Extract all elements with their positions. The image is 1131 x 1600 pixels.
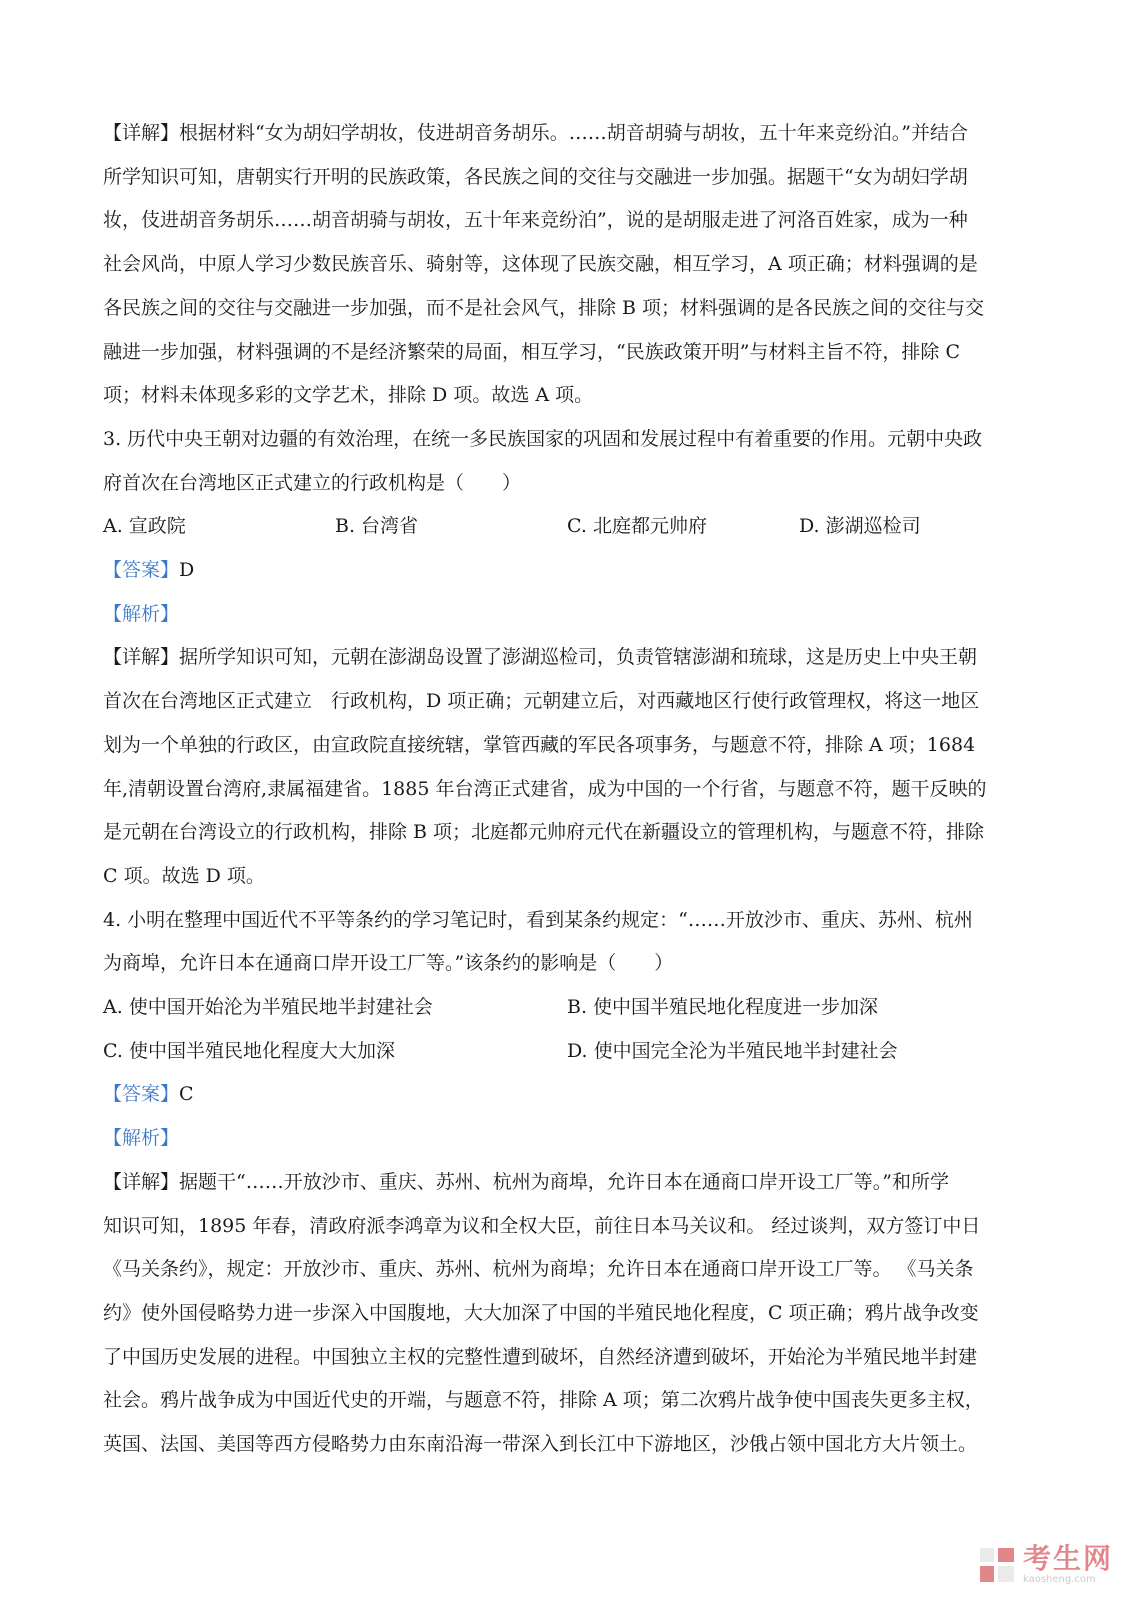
q4-stem-line-2: 为商埠，允许日本在通商口岸开设工厂等。”该条约的影响是（ ） — [103, 952, 674, 975]
q3-analysis-tag: 【解析】 — [103, 602, 180, 625]
q3-detail — [103, 636, 1033, 898]
q2-detail-tag: 【详解】 — [103, 122, 180, 144]
q3-option-a: A. 宣政院 — [103, 515, 186, 538]
q3-detail-line-1: 据所学知识可知，元朝在澎湖岛设置了澎湖巡检司，负责管辖澎湖和琉球，这是历史上中央王朝 — [179, 646, 978, 669]
q4-analysis — [103, 1117, 1033, 1161]
q4-detail-tag: 【详解】 — [103, 1170, 180, 1193]
q4-answer-value: C — [179, 1083, 194, 1106]
q3-detail-line-4: 年,清朝设置台湾府,隶属福建省。1885 年台湾正式建省，成为中国的一个行省，与题意不符，题干反映的 — [103, 777, 987, 800]
watermark-domain: kaosheng.com — [1022, 1574, 1096, 1585]
q4-detail-line-6: 社会。鸦片战争成为中国近代史的开端，与题意不符，排除 A 项；第二次鸦片战争使中国丧失更多主权， — [103, 1389, 984, 1412]
q3-answer-tag: 【答案】 — [103, 559, 180, 582]
watermark-title: 考生网 — [1022, 1542, 1113, 1575]
q3-option-c: C. 北庭都元帅府 — [567, 515, 707, 538]
q3-options — [103, 505, 1033, 549]
q3-detail-tag: 【详解】 — [103, 646, 180, 669]
q2-detail-line-4: 社会风尚，中原人学习少数民族音乐、骑射等，这体现了民族交融，相互学习，A 项正确；材料强调的是 — [103, 253, 978, 276]
q4-answer — [103, 1073, 1033, 1117]
q4-detail-line-4: 约》使外国侵略势力进一步深入中国腹地，大大加深了中国的半殖民地化程度，C 项正确；鸦片战争改变 — [103, 1301, 979, 1324]
q4-options-row-2 — [103, 1030, 1033, 1074]
q3-stem — [103, 418, 1033, 505]
q4-stem-line-1: 4. 小明在整理中国近代不平等条约的学习笔记时，看到某条约规定：“……开放沙市、重庆、苏州、杭州 — [103, 908, 973, 931]
q2-detail-line-7: 项；材料未体现多彩的文学艺术，排除 D 项。故选 A 项。 — [103, 384, 594, 407]
q4-options-row-1 — [103, 986, 1033, 1030]
q3-detail-line-5: 是元朝在台湾设立的行政机构，排除 B 项；北庭都元帅府元代在新疆设立的管理机构，与题意不符，排除 — [103, 821, 985, 844]
q4-answer-tag: 【答案】 — [103, 1083, 180, 1106]
q3-option-d: D. 澎湖巡检司 — [799, 515, 921, 538]
q4-detail-line-5: 了中国历史发展的进程。中国独立主权的完整性遭到破坏，自然经济遭到破坏，开始沦为半殖民地半封建 — [103, 1345, 978, 1368]
q4-analysis-tag: 【解析】 — [103, 1127, 180, 1150]
q4-option-b: B. 使中国半殖民地化程度进一步加深 — [567, 996, 879, 1019]
q2-detail-line-1: 根据材料“女为胡妇学胡妆，伎进胡音务胡乐。……胡音胡骑与胡妆，五十年来竞纷泊。”并结合 — [179, 122, 968, 144]
q3-stem-line-1: 3. 历代中央王朝对边疆的有效治理，在统一多民族国家的巩固和发展过程中有着重要的作用。元朝中央政 — [103, 427, 983, 450]
q2-detail-line-3: 妆，伎进胡音务胡乐……胡音胡骑与胡妆，五十年来竞纷泊”，说的是胡服走进了河洛百姓家，成为一种 — [103, 209, 968, 232]
q2-detail-line-5: 各民族之间的交往与交融进一步加强，而不是社会风气，排除 B 项；材料强调的是各民族之间的交往与交 — [103, 296, 985, 319]
q4-detail-line-1: 据题干“……开放沙市、重庆、苏州、杭州为商埠，允许日本在通商口岸开设工厂等。”和所学 — [179, 1170, 949, 1193]
q3-answer — [103, 549, 1033, 593]
q3-detail-line-6: C 项。故选 D 项。 — [103, 864, 265, 887]
q4-detail-line-3: 《马关条约》，规定：开放沙市、重庆、苏州、杭州为商埠；允许日本在通商口岸开设工厂等。 《马关条 — [103, 1258, 974, 1281]
q4-option-a: A. 使中国开始沦为半殖民地半封建社会 — [103, 996, 433, 1019]
q3-detail-line-2: 首次在台湾地区正式建立 行政机构，D 项正确；元朝建立后，对西藏地区行使行政管理权，将这一地区 — [103, 690, 980, 713]
q3-analysis — [103, 593, 1033, 637]
q4-option-d: D. 使中国完全沦为半殖民地半封建社会 — [567, 1039, 898, 1062]
q3-stem-line-2: 府首次在台湾地区正式建立的行政机构是（ ） — [103, 471, 522, 494]
q3-answer-value: D — [179, 559, 195, 582]
q2-detail-line-2: 所学知识可知，唐朝实行开明的民族政策，各民族之间的交往与交融进一步加强。据题干“女为胡妇学胡 — [103, 165, 968, 188]
q2-detail — [103, 112, 1033, 418]
q4-stem — [103, 899, 1033, 986]
q4-detail-line-2: 知识可知，1895 年春，清政府派李鸿章为议和全权大臣，前往日本马关议和。 经过谈判，双方签订中日 — [103, 1214, 981, 1237]
q4-detail-line-7: 英国、法国、美国等西方侵略势力由东南沿海一带深入到长江中下游地区，沙俄占领中国北方大片领土。 — [103, 1433, 978, 1456]
q3-detail-line-3: 划为一个单独的行政区，由宣政院直接统辖，掌管西藏的军民各项事务，与题意不符，排除 A 项；1684 — [103, 733, 976, 756]
q4-option-c: C. 使中国半殖民地化程度大大加深 — [103, 1039, 395, 1062]
q4-detail — [103, 1161, 1033, 1467]
kaosheng-logo-icon — [979, 1547, 1015, 1583]
q2-detail-line-6: 融进一步加强，材料强调的不是经济繁荣的局面，相互学习，“民族政策开明”与材料主旨不符，排除 C — [103, 340, 961, 363]
kaosheng-watermark — [979, 1544, 1113, 1586]
q3-option-b: B. 台湾省 — [335, 515, 419, 538]
page-content — [103, 112, 1033, 1467]
